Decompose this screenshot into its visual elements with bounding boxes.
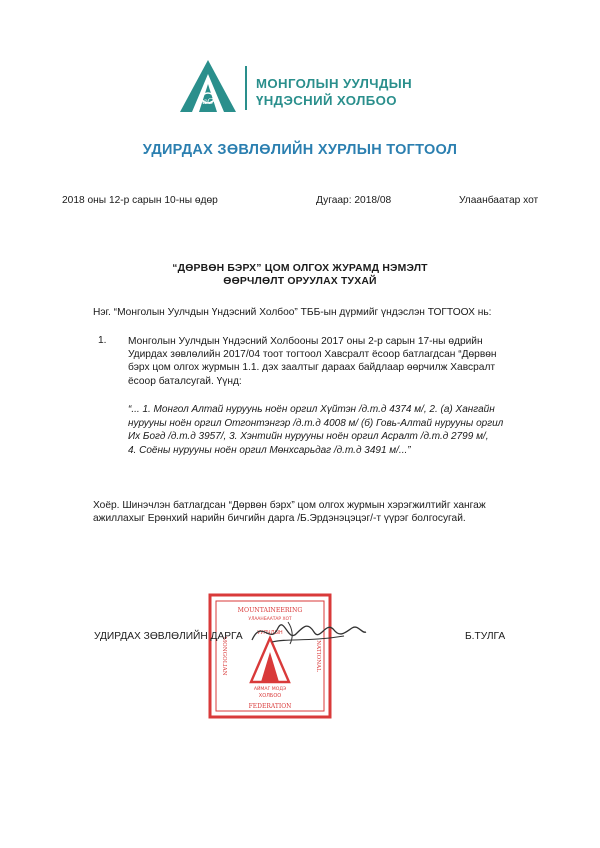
- resolution-date: 2018 оны 12-р сарын 10-ны өдөр: [62, 195, 218, 206]
- item-number: 1.: [98, 335, 107, 346]
- mountain-emblem-icon: [178, 58, 238, 114]
- quote-line: нурууны ноён оргил Отгонтэнгэр /д.т.д 4008 м/ (б) Говь-Алтай нурууны оргил: [128, 417, 504, 429]
- stamp-center-text-2: АЙМАГ МОДЭ: [253, 687, 287, 692]
- second-line: Хоёр. Шинэчлэн батлагдсан “Дөрвөн бэрх” цом олгох журмын хэрэгжилтийг хангаж: [93, 500, 486, 511]
- preamble-paragraph: Нэг. “Монголын Уулчдын Үндэсний Холбоо” ТББ-ын дүрмийг үндэслэн ТОГТООХ нь:: [93, 307, 492, 318]
- quote-line: “... 1. Монгол Алтай нуруунь ноён оргил Хүйтэн /д.т.д 4374 м/, 2. (а) Хангайн: [128, 404, 495, 415]
- stamp-center-text-1: УУЛЧДЫН: [257, 630, 283, 636]
- resolution-title: УДИРДАХ ЗӨВЛӨЛИЙН ХУРЛЫН ТОГТООЛ: [142, 142, 458, 158]
- item-line: бэрх цом олгох журмын 1.1. дэх заалтыг дараах байдлаар өөрчилж Хавсралт: [128, 362, 496, 374]
- organization-name: [256, 75, 412, 109]
- item-line: Удирдах зөвлөлийн 2017/04 тоот тогтоол Хавсралт ёсоор батлагдсан “Дөрвөн: [128, 349, 497, 361]
- stamp-sub-text: УЛААНБААТАР ХОТ: [248, 617, 292, 622]
- logo-divider: [245, 66, 247, 110]
- item-line: ёсоор баталсугай. Үүнд:: [128, 375, 242, 387]
- org-name-line1: МОНГОЛЫН УУЛЧДЫН: [256, 76, 413, 91]
- resolution-subject: [0, 262, 600, 288]
- resolution-city: Улаанбаатар хот: [459, 195, 539, 206]
- item-line: Монголын Уулчдын Үндэсний Холбооны 2017 оны 2-р сарын 17-ны өдрийн: [128, 336, 483, 347]
- quote-line: 4. Соёны нурууны ноён оргил Мөнхсарьдаг /д.т.д 3491 м/...”: [128, 444, 411, 456]
- handwritten-signature: [248, 612, 368, 652]
- stamp-right-text: NATIONAL: [315, 640, 321, 672]
- item-paragraph: [128, 335, 508, 388]
- subject-line1: “ДӨРВӨН БЭРХ” ЦОМ ОЛГОХ ЖУРАМД НЭМЭЛТ: [172, 263, 428, 274]
- stamp-top-text: MOUNTAINEERING: [237, 607, 303, 614]
- stamp-bottom-text: FEDERATION: [248, 703, 292, 710]
- resolution-number: Дугаар: 2018/08: [316, 195, 392, 206]
- signer-name: Б.ТУЛГА: [465, 631, 506, 642]
- quote-line: Их Богд /д.т.д 3957/, 3. Хэнтийн нурууны ноён оргил Асралт /д.т.д 2799 м/,: [128, 431, 489, 443]
- second-paragraph: [93, 499, 486, 526]
- svg-text:aG: aG: [202, 97, 214, 106]
- org-name-line2: ҮНДЭСНИЙ ХОЛБОО: [256, 93, 397, 108]
- signer-title: УДИРДАХ ЗӨВЛӨЛИЙН ДАРГА: [94, 631, 243, 642]
- stamp-left-text: MONGOLIAN: [221, 636, 227, 676]
- stamp-center-text-3: ХОЛБОО: [258, 693, 282, 699]
- quoted-amendment: [128, 403, 518, 457]
- second-line: ажиллахыг Ерөнхий нарийн бичгийн дарга /Б.Эрдэнэцэцэг/-т үүрэг болгосугай.: [93, 513, 466, 525]
- subject-line2: ӨӨРЧЛӨЛТ ОРУУЛАХ ТУХАЙ: [223, 276, 377, 287]
